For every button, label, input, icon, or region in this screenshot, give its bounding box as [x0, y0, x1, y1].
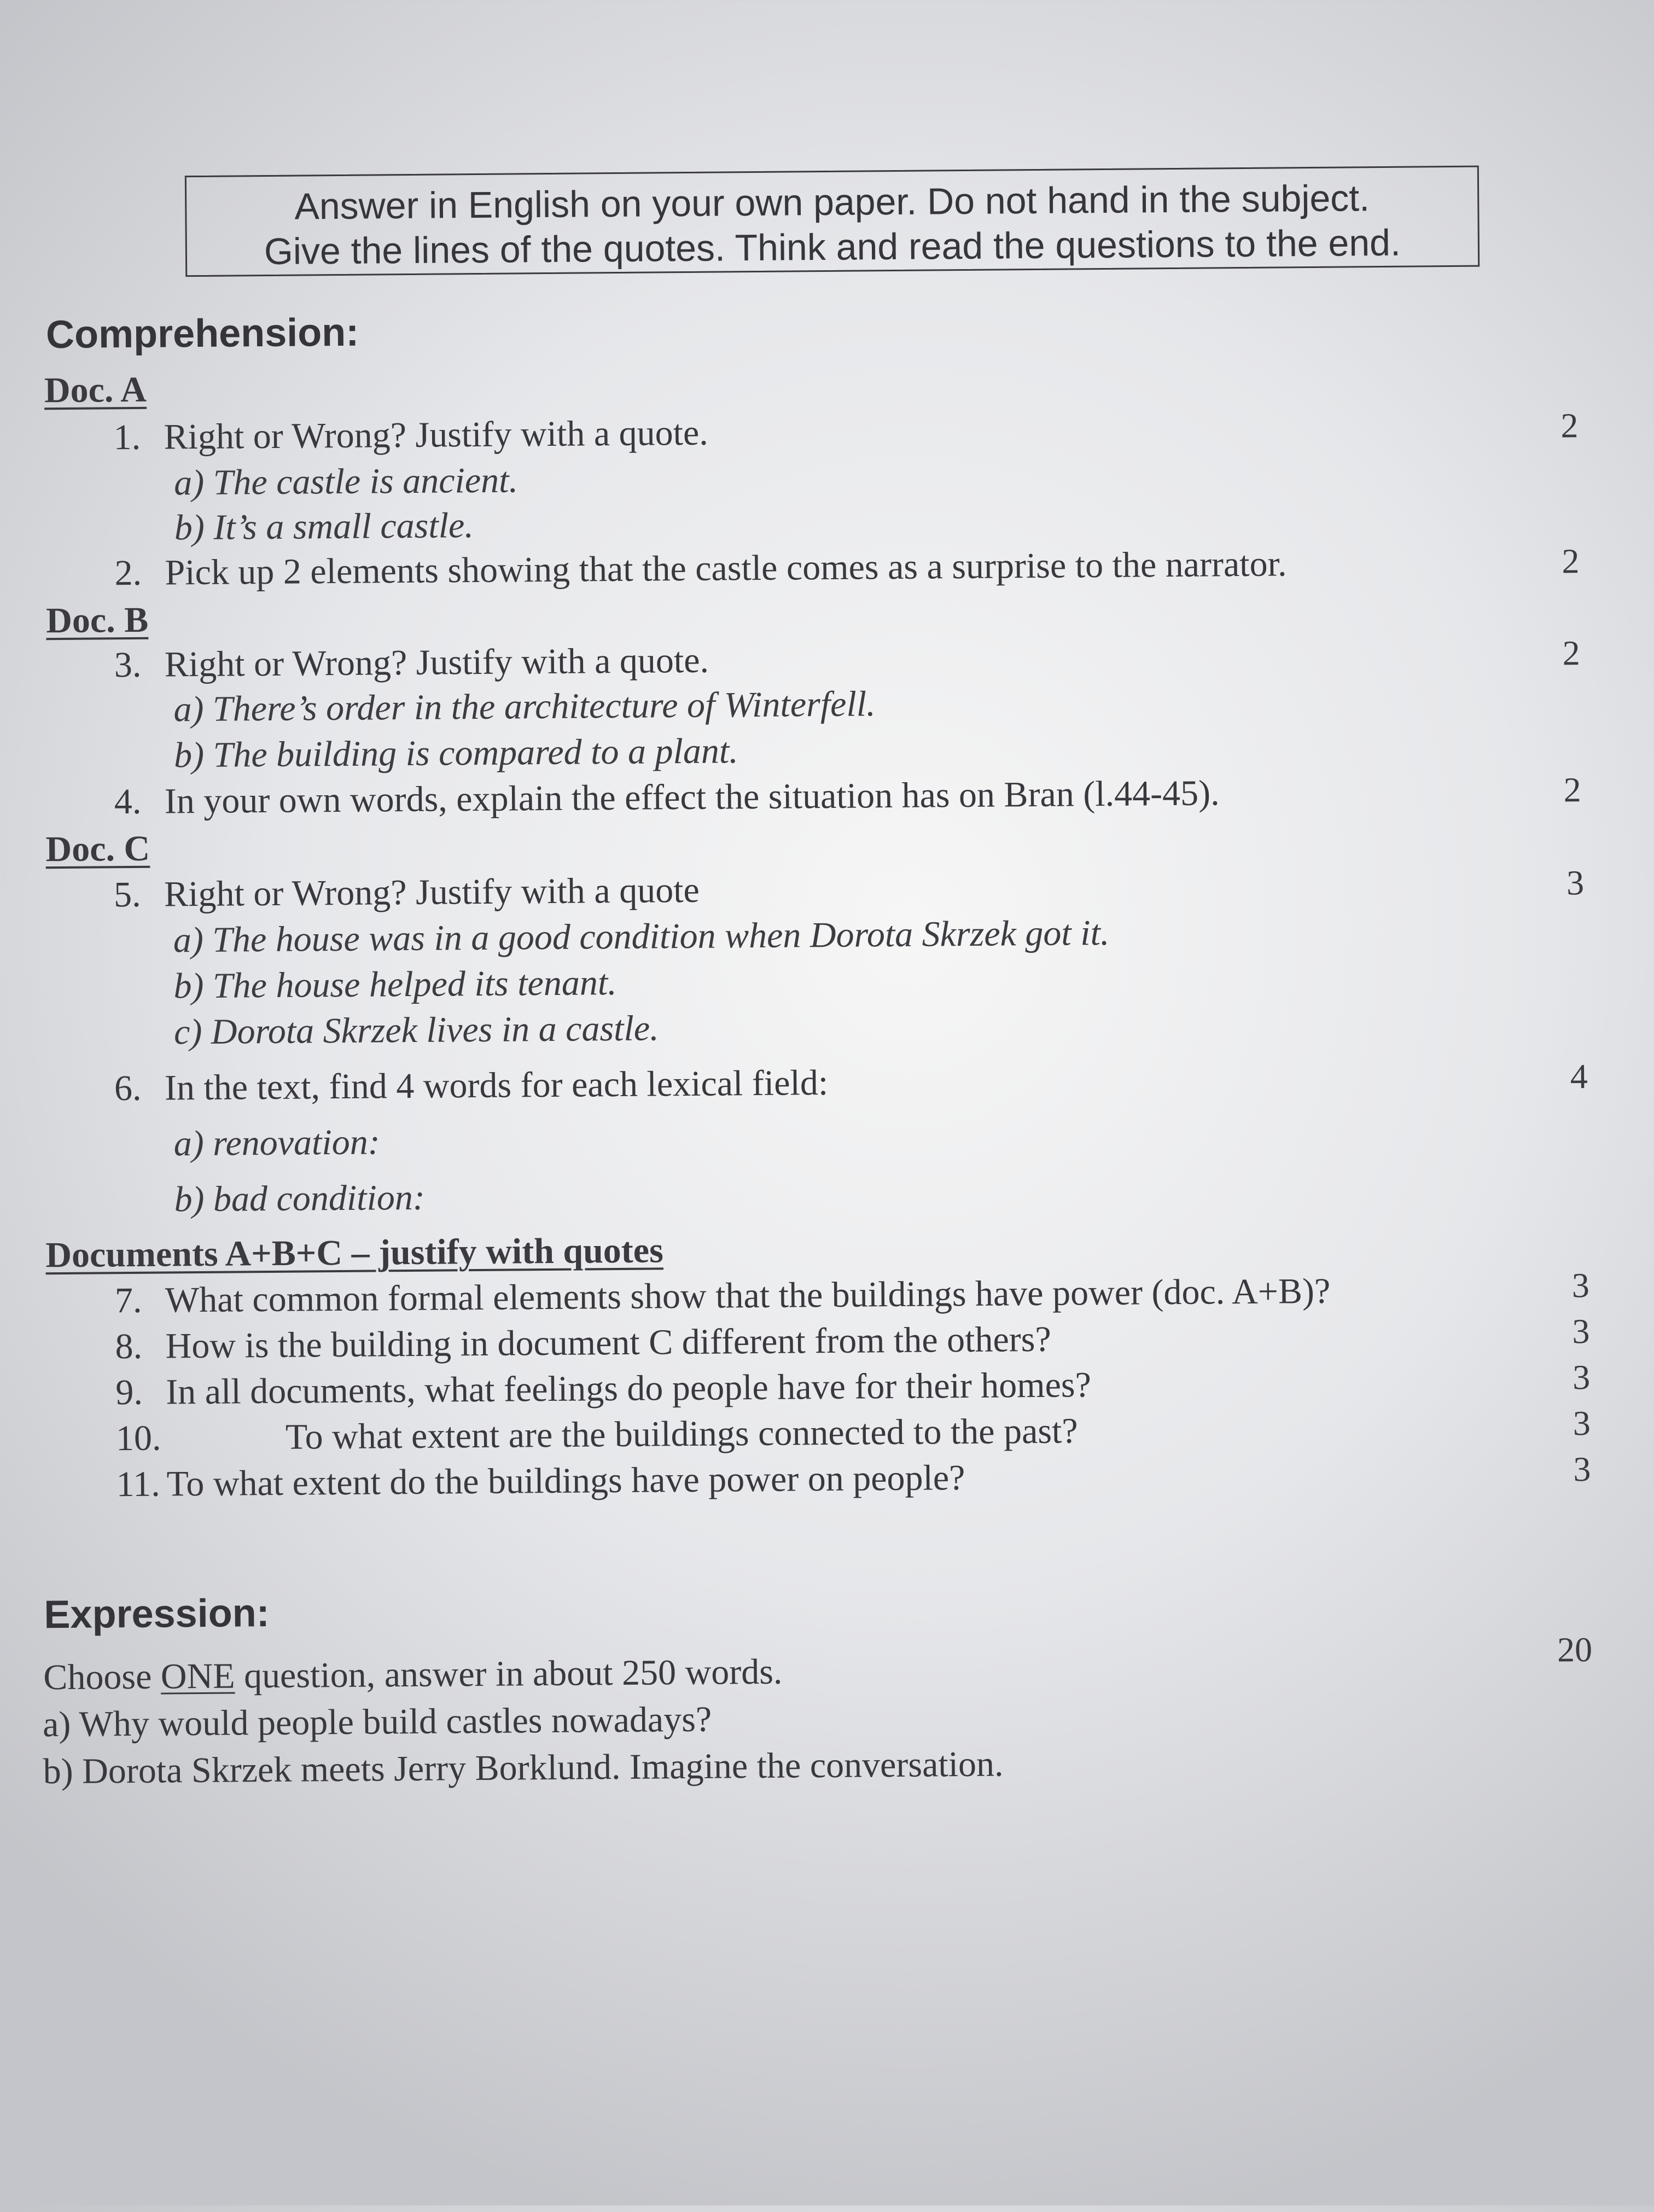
q5-option-b: b) The house helped its tenant. [173, 963, 617, 1006]
points-q10: 3 [1573, 1404, 1591, 1443]
q1-option-b: b) It’s a small castle. [174, 505, 474, 548]
question-number: 1. [113, 417, 141, 458]
question-5 [114, 870, 700, 916]
points-q7: 3 [1571, 1266, 1590, 1305]
q6-option-a: a) renovation: [173, 1122, 380, 1164]
question-6 [114, 1062, 829, 1109]
comprehension-heading: Comprehension: [45, 310, 359, 357]
question-number: 6. [114, 1068, 142, 1109]
expression-intro-start: Choose [43, 1656, 161, 1698]
points-q9: 3 [1572, 1358, 1591, 1397]
expression-heading: Expression: [44, 1591, 270, 1637]
question-number: 11. [116, 1464, 160, 1505]
expression-option-b: b) Dorota Skrzek meets Jerry Borklund. Imagine the conversation. [43, 1744, 1004, 1792]
q6-option-b: b) bad condition: [174, 1177, 426, 1220]
question-number: 7. [114, 1280, 142, 1321]
question-number: 5. [113, 874, 141, 915]
expression-option-a: a) Why would people build castles nowadays? [42, 1699, 712, 1745]
q3-option-b: b) The building is compared to a plant. [173, 731, 738, 776]
question-11 [116, 1457, 965, 1505]
points-expression: 20 [1557, 1630, 1593, 1669]
question-number: 9. [115, 1372, 143, 1413]
points-q3: 2 [1562, 633, 1581, 673]
q1-option-a: a) The castle is ancient. [173, 460, 519, 503]
instructions-box [185, 166, 1480, 277]
question-text: Right or Wrong? Justify with a quote. [164, 640, 709, 685]
question-text: In your own words, explain the effect the situation has on Bran (l.44-45). [164, 773, 1220, 822]
question-4 [114, 772, 1220, 823]
points-q6: 4 [1570, 1057, 1588, 1096]
instructions-line-2: Give the lines of the quotes. Think and read the questions to the end. [264, 222, 1401, 273]
points-q4: 2 [1563, 770, 1581, 810]
expression-intro [43, 1651, 783, 1699]
question-9 [115, 1364, 1091, 1413]
question-text: Pick up 2 elements showing that the castle comes as a surprise to the narrator. [165, 544, 1287, 593]
instructions-line-1: Answer in English on your own paper. Do not hand in the subject. [294, 177, 1370, 228]
question-7 [115, 1271, 1331, 1322]
q3-option-a: a) There’s order in the architecture of Winterfell. [173, 684, 876, 730]
points-q1: 2 [1560, 406, 1579, 445]
question-text: To what extent are the buildings connected to the past? [285, 1411, 1078, 1457]
question-text: Right or Wrong? Justify with a quote [164, 870, 700, 915]
question-3 [114, 640, 709, 686]
doc-c-title: Doc. C [45, 828, 150, 870]
question-text: Right or Wrong? Justify with a quote. [164, 412, 709, 457]
doc-a-title: Doc. A [44, 369, 147, 411]
expression-intro-emphasis: ONE [160, 1656, 235, 1697]
question-text: To what extent do the buildings have power on people? [166, 1458, 965, 1504]
q5-option-c: c) Dorota Skrzek lives in a castle. [173, 1008, 659, 1052]
question-number: 3. [114, 644, 142, 685]
question-number: 2. [114, 552, 142, 593]
points-q2: 2 [1562, 542, 1580, 581]
question-number: 4. [114, 781, 142, 822]
points-q11: 3 [1573, 1450, 1591, 1489]
question-text: In the text, find 4 words for each lexical field: [164, 1062, 829, 1108]
question-text: In all documents, what feelings do people have for their homes? [165, 1365, 1092, 1412]
q5-option-a: a) The house was in a good condition when Dorota Skrzek got it. [173, 912, 1110, 961]
expression-intro-end: question, answer in about 250 words. [235, 1651, 783, 1696]
doc-b-title: Doc. B [45, 599, 149, 641]
question-8 [115, 1319, 1051, 1367]
question-10 [116, 1410, 1078, 1459]
question-text: What common formal elements show that the buildings have power (doc. A+B)? [165, 1271, 1331, 1320]
question-number: 10. [115, 1418, 161, 1459]
question-2 [114, 543, 1286, 594]
question-number: 8. [115, 1326, 143, 1367]
question-1 [113, 412, 708, 459]
points-q5: 3 [1566, 863, 1585, 903]
doc-abc-title: Documents A+B+C – justify with quotes [45, 1230, 664, 1276]
points-q8: 3 [1572, 1312, 1590, 1351]
question-text: How is the building in document C different from the others? [165, 1319, 1052, 1366]
